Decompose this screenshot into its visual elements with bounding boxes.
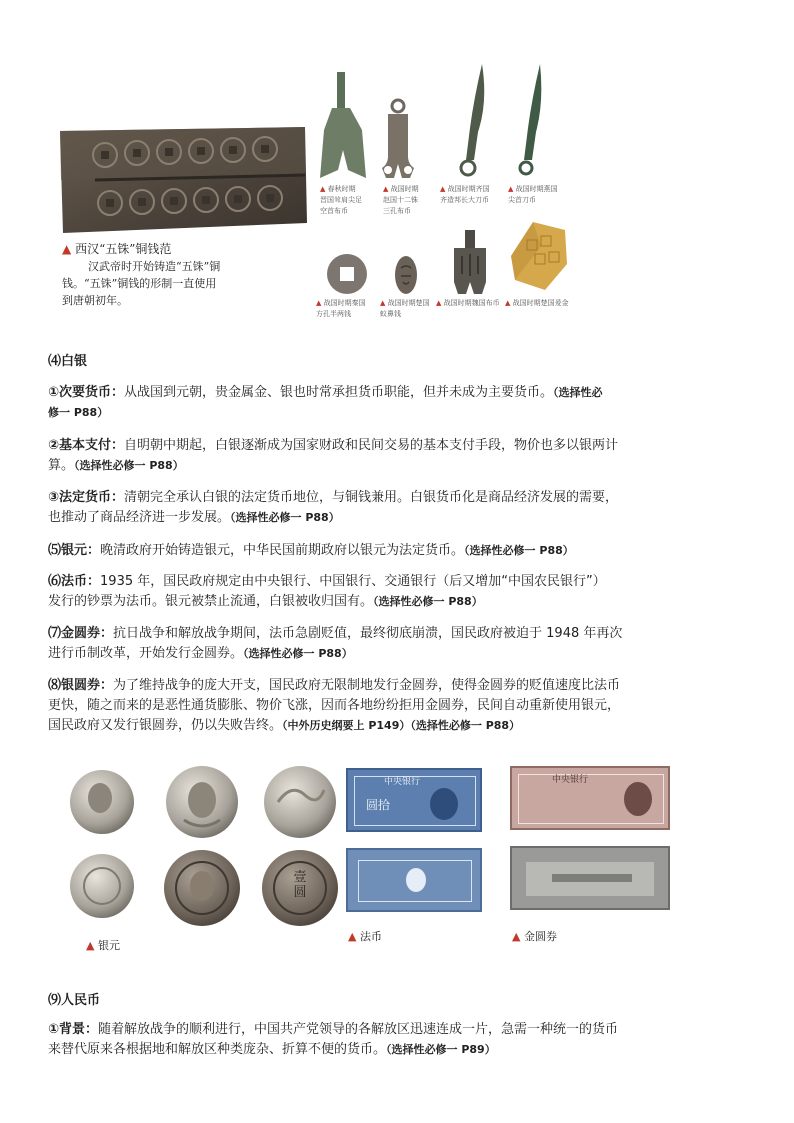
caption-triangle-icon: ▲ bbox=[62, 242, 72, 256]
silver-coins-image bbox=[66, 762, 338, 937]
jinyuanquan-caption: ▲ 金圆券 bbox=[512, 930, 557, 943]
ant-nose-coin-image bbox=[393, 254, 419, 296]
paragraph-silver-1: ①次要货币：从战国到元朝，贵金属金、银也时常承担货币职能，但并未成为主要货币。（选择性必 修一 P88） bbox=[48, 385, 603, 419]
paragraph-renminbi-1: ①背景：随着解放战争的顺利进行，中国共产党领导的各解放区迅速连成一片，急需一种统一的货币 来替代原来各根据地和解放区种类庞杂、折算不便的货币。（选择性必修一 P89） bbox=[48, 1022, 619, 1057]
caption-triangle-icon: ▲ bbox=[348, 930, 357, 943]
section-heading-silver: ⑷白银 bbox=[48, 354, 88, 369]
knife-coin-image-1 bbox=[452, 62, 492, 180]
fabi-bank-name: 中央银行 bbox=[384, 777, 421, 787]
knife-coin-image-2 bbox=[508, 62, 548, 180]
paragraph-yinyuanquan: ⑻银圆券：为了维持战争的庞大开支，国民政府无限制地发行金圆券，使得金圆券的贬值速度比法币 更快，随之而来的是恶性通货膨胀、物价飞涨，因而各地纷纷拒用金圆券，民间自动重新使用银元， 国民政府又发行银圆券，仍以失败告终。（中外历史纲要上 P149）（选择性必修一 P88） bbox=[48, 678, 621, 733]
caption-triangle-icon: ▲ bbox=[86, 939, 95, 952]
coin-caption-top-1: ▲ 春秋时期 晋国耸肩尖足 空首布币 bbox=[320, 185, 362, 215]
coin-caption-bottom-2: ▲ 战国时期楚国 蚁鼻钱 bbox=[380, 299, 430, 318]
caption-triangle-icon: ▲ bbox=[512, 930, 521, 943]
spade-coin-image-1 bbox=[318, 70, 368, 180]
paragraph-silver-2: ②基本支付：自明朝中期起，白银逐渐成为国家财政和民间交易的基本支付手段，物价也多以银两计 算。（选择性必修一 P88） bbox=[48, 438, 619, 473]
paragraph-jinyuanquan: ⑺金圆券：抗日战争和解放战争期间，法币急剧贬值，最终彻底崩溃，国民政府被迫于 1948 年再次 进行币制改革，开始发行金圆券。（选择性必修一 P88） bbox=[48, 626, 623, 661]
silver-coin-face-value: 壹圆 bbox=[293, 870, 307, 900]
paragraph-silver-3: ③法定货币：清朝完全承认白银的法定货币地位，与铜钱兼用。白银货币化是商品经济发展的需要， 也推动了商品经济进一步发展。（选择性必修一 P88） bbox=[48, 490, 619, 525]
coin-caption-top-4: ▲ 战国时期燕国 尖首刀币 bbox=[508, 185, 558, 204]
mold-caption-title: 西汉“五铢”铜钱范 bbox=[75, 242, 172, 256]
gold-ying-jin-image bbox=[505, 216, 571, 296]
mold-caption-line-1: 汉武帝时开始铸造“五铢”铜 bbox=[88, 260, 221, 273]
coin-caption-top-2: ▲ 战国时期 赵国十二铢 三孔布币 bbox=[383, 185, 419, 215]
jinyuanquan-bank-name: 中央银行 bbox=[552, 775, 589, 785]
mold-caption-line-2: 钱。“五铢”铜钱的形制一直使用 bbox=[62, 277, 217, 290]
spade-coin-image-2 bbox=[380, 98, 416, 180]
jinyuanquan-banknote-bottom bbox=[510, 846, 670, 910]
bronze-coin-mold-image bbox=[55, 125, 310, 235]
fabi-banknote-top bbox=[346, 768, 482, 832]
paragraph-yinyuan: ⑸银元：晚清政府开始铸造银元，中华民国前期政府以银元为法定货币。（选择性必修一 P88） bbox=[48, 543, 574, 558]
mold-caption-line-3: 到唐朝初年。 bbox=[62, 294, 128, 307]
coin-caption-top-3: ▲ 战国时期齐国 齐造邦长大刀币 bbox=[440, 185, 490, 204]
fabi-banknote-bottom bbox=[346, 848, 482, 912]
fabi-value: 圆拾 bbox=[366, 798, 391, 812]
paragraph-fabi: ⑹法币：1935 年，国民政府规定由中央银行、中国银行、交通银行（后又增加“中国农民银行”） 发行的钞票为法币。银元被禁止流通，白银被收归国有。（选择性必修一 P88） bbox=[48, 574, 606, 609]
fabi-caption: ▲ 法币 bbox=[348, 930, 382, 943]
coin-caption-bottom-1: ▲ 战国时期秦国 方孔半两钱 bbox=[316, 299, 366, 318]
mold-caption bbox=[62, 240, 282, 309]
coin-caption-bottom-3: ▲ 战国时期魏国布币 bbox=[436, 299, 500, 307]
round-coin-square-hole-image bbox=[325, 252, 369, 296]
jinyuanquan-banknote-top bbox=[510, 766, 670, 830]
coin-caption-bottom-4: ▲ 战国时期楚国爰金 bbox=[505, 299, 569, 307]
silver-coins-caption: ▲ 银元 bbox=[86, 939, 120, 952]
section-heading-renminbi: ⑼人民币 bbox=[48, 993, 101, 1008]
wei-spade-coin-image bbox=[448, 228, 492, 296]
